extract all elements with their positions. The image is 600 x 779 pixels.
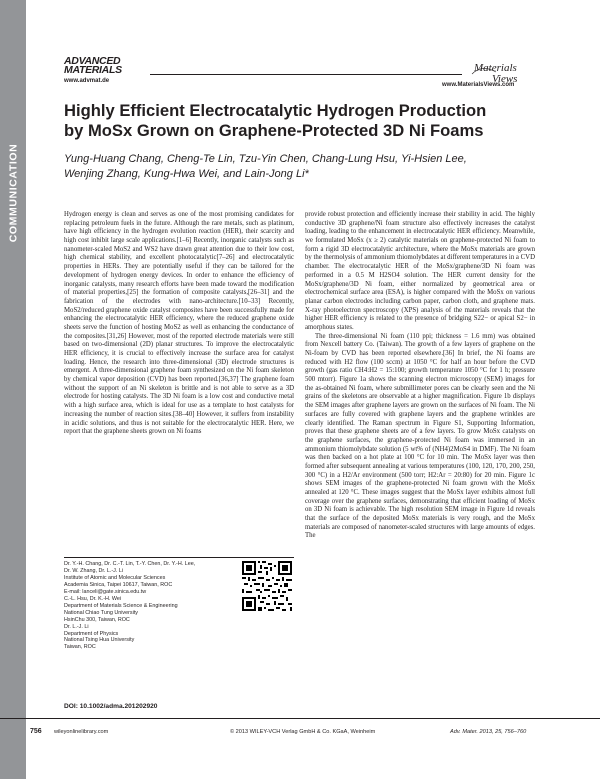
doi[interactable]: DOI: 10.1002/adma.201202920 (64, 703, 158, 710)
section-sidebar (0, 0, 26, 779)
journal-logo-line1: ADVANCED (64, 55, 121, 67)
affiliation-line: Taiwan, ROC (64, 644, 96, 651)
authors-line-1: Yung-Huang Chang, Cheng-Te Lin, Tzu-Yin Chen, Chang-Lung Hsu, Yi-Hsien Lee, (64, 153, 467, 165)
affiliation-line: Institute of Atomic and Molecular Sciences (64, 574, 166, 581)
paragraph: The three-dimensional Ni foam (110 ppi; thickness = 1.6 mm) was obtained from Nexcell battery Co. (Taiwan). The growth of a few layers of graphene on the Ni-foam by CVD has been reported elsewhere.[36] In brief, the Ni foams are reduced with H2 flow (100 sccm) at 1050 °C for half an hour before the CVD growth (gas ratio CH4:H2 = 15:100; growth temperature 1050 °C for 1 h; pressure 500 mtorr). Figure 1a shows the scanning electron microscopy (SEM) images for the as-obtained Ni foam, where submillimeter pores can be clearly seen and the Ni grains of the skeletons are observable at a higher magnification. Figure 1b displays the SEM images after graphene layers are grown on the surfaces of Ni foam. The Ni surfaces are fully covered with graphene layers and the graphene wrinkles are clearly identified. The Raman spectrum in Figure S1, Supporting Information, proves that these graphene sheets are of a few layers. To grow MoSx catalysts on the graphene surfaces, the graphene-protected Ni foam was immersed in an ammonium thiomolybdate solution (5 wt% of (NH4)2MoS4 in DMF). The Ni foam was then backed on a hot plate at 100 °C for 10 min. The MoSx layer was then formed after subsequent annealing at various temperatures (100, 120, 170, 200, 250, 300 °C) in a H2/Ar environment (500 torr; H2:Ar = 20:80) for 20 min. Figure 1c shows SEM images of the graphene-protected Ni foam grown with the MoSx annealed at 120 °C. These images suggest that the MoSx layer exhibits almost full coverage over the graphene surfaces, demonstrating that efficient loading of MoSx on 3D Ni foam is achievable. The high resolution SEM image in Figure 1d reveals that the surface of the deposited MoSx materials is very rough, and the MoSx materials are composed of nanometer-scaled structures with large amounts of edges. The (305, 332, 535, 540)
qr-code-icon[interactable] (242, 561, 292, 611)
journal-logo (64, 57, 122, 75)
footer-url[interactable]: wileyonlinelibrary.com (54, 729, 109, 735)
affiliation-email[interactable]: E-mail: lanceli@gate.sinica.edu.tw (64, 588, 147, 595)
body-column-left (64, 211, 294, 437)
body-column-right (305, 211, 535, 541)
publisher-url[interactable]: www.MaterialsViews.com (442, 82, 515, 88)
publisher-logo-line1: Materials (474, 62, 517, 74)
affiliations (64, 561, 239, 651)
affiliation-line: C.-L. Hsu, Dr. K.-H. Wei (64, 595, 122, 602)
affiliation-divider (64, 557, 294, 558)
title-line-1: Highly Efficient Electrocatalytic Hydrogen Production (64, 101, 487, 120)
affiliation-line: Dr. Y.-H. Chang, Dr. C.-T. Lin, T.-Y. Chen, Dr. Y.-H. Lee, (64, 561, 196, 567)
journal-logo-line2: MATERIALS (64, 64, 122, 76)
footer-rule (0, 718, 600, 719)
header-rule (150, 74, 462, 75)
paragraph: provide robust protection and efficiently increase their stability in acid. The highly conductive 3D graphene/Ni foam structure also effectively increases the catalyst loading, leading to the enhancement in electrocatalytic HER efficiency. Meanwhile, we formulated MoSx (x ≥ 2) catalytic materials on graphene-protected Ni foam to form a rigid 3D electrocatalytic architecture, where the MoSx materials are grown by the thermolysis of ammonium thiomolybdates at different temperatures in a CVD chamber. The electrocatalytic HER of the MoSx/graphene/3D Ni foam was performed in a 0.5 M H2SO4 solution. The HER current density for the MoSx/graphene/3D Ni foam, either normalized by geometrical area or electrochemical surface area (ESA), is higher compared with the MoSx on various planar carbon electrodes including carbon paper, carbon cloth, and graphene mats. X-ray photoelectron spectroscopy (XPS) analysis of the materials reveals that the higher HER efficiency is related to the presence of bridging S22− or apical S2− in amorphous states. (305, 211, 535, 331)
affiliation-line: Dr. L.-J. Li (64, 623, 89, 630)
affiliation-line: Department of Materials Science & Engineering (64, 602, 178, 609)
affiliation-line: National Chiao Tung University (64, 609, 139, 616)
section-label-text: COMMUNICATION (7, 143, 19, 243)
section-label (0, 143, 28, 243)
affiliation-line: National Tsing Hua University (64, 637, 135, 644)
publisher-logo-line2: Views (492, 73, 518, 85)
paragraph: Hydrogen energy is clean and serves as one of the most promising candidates for replacing petroleum fuels in the future. Although the rare metals, such as platinum, have high efficiency in the hydrogen evolution reaction (HER), their scarcity and high cost inhibit large scale applications.[1–6] Recently, inorganic catalysts such as nanometer-scaled MoS2 and WS2 have drawn great attention due to their low cost, high chemical stability, and excellent photocatalytic[7–26] and electrocatalytic properties in HERs. They are potentially useful if they can be tailored for the development of hydrogen energy devices. In order to enhance the efficiency of inorganic catalysts, many research efforts have been made toward the modification of material properties,[25] the formation of composite catalysts,[26–31] and the fabrication of the electrodes with nano-architecture.[10–33] Recently, MoS2/reduced graphene oxide catalyst composites have been successfully made for enhancing the electrocatalytic HER efficiency, where the reduced graphene oxide sheets serve the function of hosting MoS2 as well as enhancing the conductance of the composites.[31,26] However, most of the reported electrode materials were still based on two-dimensional (2D) planar structures. To improve the electrocatalytic HER efficiency, it is crucial to effectively increase the surface area for catalyst loading. Hence, the research into three-dimensional (3D) electrode structures is emergent. A three-dimensional graphene foam synthesized on the Ni foam skeleton by chemical vapor deposition (CVD) has been reported.[36,37] The graphene foam without the support of an Ni skeleton is brittle and is not able to serve as a 3D electrode for hosting catalysts. The 3D Ni foam is a low cost and conductive metal with a high surface area, which is ideal for use as a template to host catalysts for increasing the number of reaction sites.[38–40] However, it suffers from instability in acidic solutions, and thus is not suitable for the electrocatalytic HER. Here, we report that the graphene sheets grown on Ni foams (64, 211, 294, 436)
affiliation-line: Dr. W. Zhang, Dr. L.-J. Li (64, 567, 124, 574)
affiliation-line: Academia Sinica, Taipei 10617, Taiwan, ROC (64, 581, 173, 588)
affiliation-line: HsinChu 300, Taiwan, ROC (64, 616, 130, 623)
article-title (64, 101, 534, 141)
author-list (64, 152, 534, 182)
affiliation-line: Department of Physics (64, 630, 119, 637)
title-line-2: by MoSx Grown on Graphene-Protected 3D Ni Foams (64, 121, 484, 140)
page-number: 756 (30, 728, 42, 735)
authors-line-2: Wenjing Zhang, Kung-Hwa Wei, and Lain-Jong Li* (64, 168, 309, 180)
footer-copyright: © 2013 WILEY-VCH Verlag GmbH & Co. KGaA, Weinheim (230, 729, 376, 735)
footer-citation: Adv. Mater. 2013, 25, 756–760 (450, 729, 527, 735)
journal-url[interactable]: www.advmat.de (64, 78, 110, 84)
